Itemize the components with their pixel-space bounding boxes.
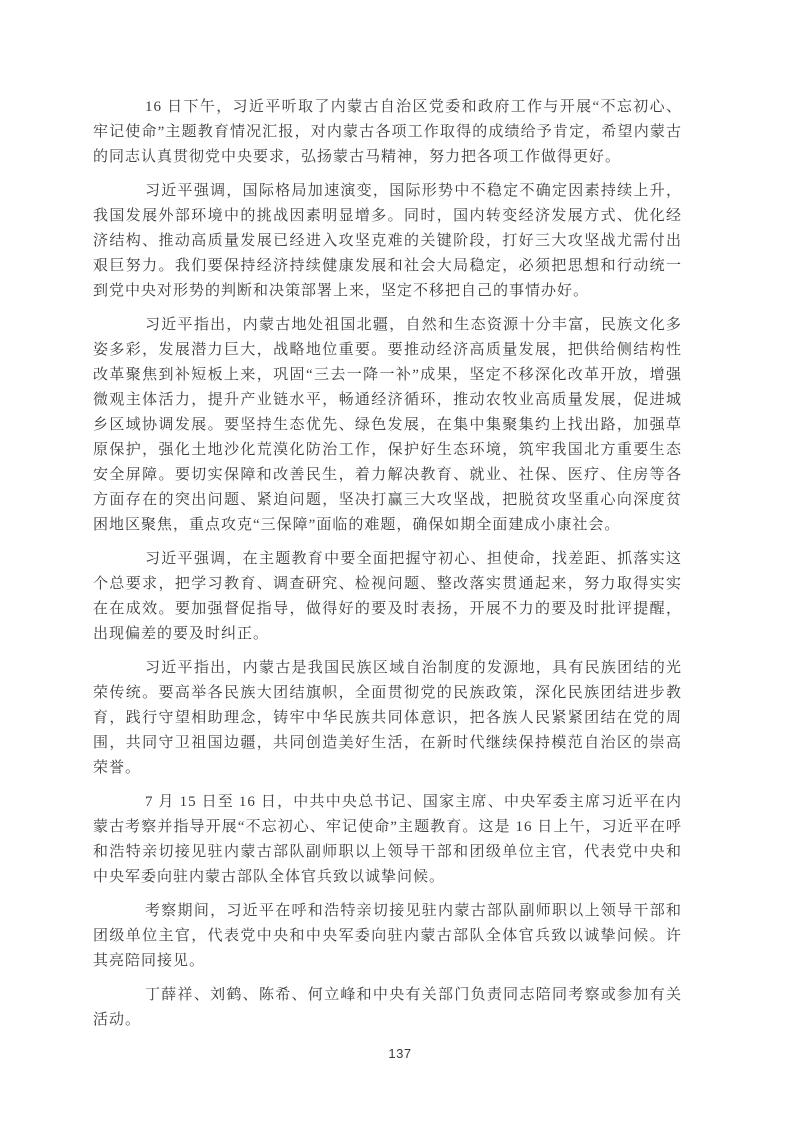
paragraph: 习近平强调，国际格局加速演变，国际形势中不稳定不确定因素持续上升，我国发展外部环境中的挑战因素明显增多。同时，国内转变经济发展方式、优化经济结构、推动高质量发展已经进入攻坚克难的关键阶段，打好三大攻坚战尤需付出艰巨努力。我们要保持经济持续健康发展和社会大局稳定，必须把思想和行动统一到党中央对形势的判断和决策部署上来，坚定不移把自己的事情办好。 bbox=[93, 183, 682, 299]
paragraph: 习近平指出，内蒙古地处祖国北疆，自然和生态资源十分丰富，民族文化多姿多彩，发展潜力巨大，战略地位重要。要推动经济高质量发展，把供给侧结构性改革聚焦到补短板上来，巩固“三去一降一补”成果，坚定不移深化改革开放，增强微观主体活力，提升产业链水平，畅通经济循环，推动农牧业高质量发展，促进城乡区域协调发展。要坚持生态优先、绿色发展，在集中集聚集约上找出路，加强草原保护，强化土地沙化荒漠化防治工作，保护好生态环境，筑牢我国北方重要生态安全屏障。要切实保障和改善民生，着力解决教育、就业、社保、医疗、住房等各方面存在的突出问题、紧迫问题，坚决打赢三大攻坚战，把脱贫攻坚重心向深度贫困地区聚焦，重点攻克“三保障”面临的难题，确保如期全面建成小康社会。 bbox=[93, 317, 682, 533]
paragraph: 丁薛祥、刘鹤、陈希、何立峰和中央有关部门负责同志陪同考察或参加有关活动。 bbox=[93, 987, 682, 1028]
paragraph: 16 日下午，习近平听取了内蒙古自治区党委和政府工作与开展“不忘初心、牢记使命”主题教育情况汇报，对内蒙古各项工作取得的成绩给予肯定，希望内蒙古的同志认真贯彻党中央要求，弘扬蒙古马精神，努力把各项工作做得更好。 bbox=[93, 99, 682, 165]
page-footer bbox=[0, 1045, 800, 1063]
paragraph: 考察期间，习近平在呼和浩特亲切接见驻内蒙古部队副师职以上领导干部和团级单位主官，代表党中央和中央军委向驻内蒙古部队全体官兵致以诚挚问候。许其亮陪同接见。 bbox=[93, 903, 682, 969]
paragraph: 习近平强调，在主题教育中要全面把握守初心、担使命，找差距、抓落实这个总要求，把学习教育、调查研究、检视问题、整改落实贯通起来，努力取得实实在在成效。要加强督促指导，做得好的要及时表扬，开展不力的要及时批评提醒，出现偏差的要及时纠正。 bbox=[93, 551, 682, 642]
page-number: 137 bbox=[388, 1046, 412, 1061]
document-body-text bbox=[93, 95, 682, 1042]
paragraph: 习近平指出，内蒙古是我国民族区域自治制度的发源地，具有民族团结的光荣传统。要高举各民族大团结旗帜，全面贯彻党的民族政策，深化民族团结进步教育，践行守望相助理念，铸牢中华民族共同体意识，把各族人民紧紧团结在党的周围，共同守卫祖国边疆，共同创造美好生活，在新时代继续保持模范自治区的崇高荣誉。 bbox=[93, 660, 682, 776]
paragraph: 7 月 15 日至 16 日，中共中央总书记、国家主席、中央军委主席习近平在内蒙古考察并指导开展“不忘初心、牢记使命”主题教育。这是 16 日上午，习近平在呼和浩特亲切接见驻内蒙古部队副师职以上领导干部和团级单位主官，代表党中央和中央军委向驻内蒙古部队全体官兵致以诚挚问候。 bbox=[93, 794, 682, 885]
